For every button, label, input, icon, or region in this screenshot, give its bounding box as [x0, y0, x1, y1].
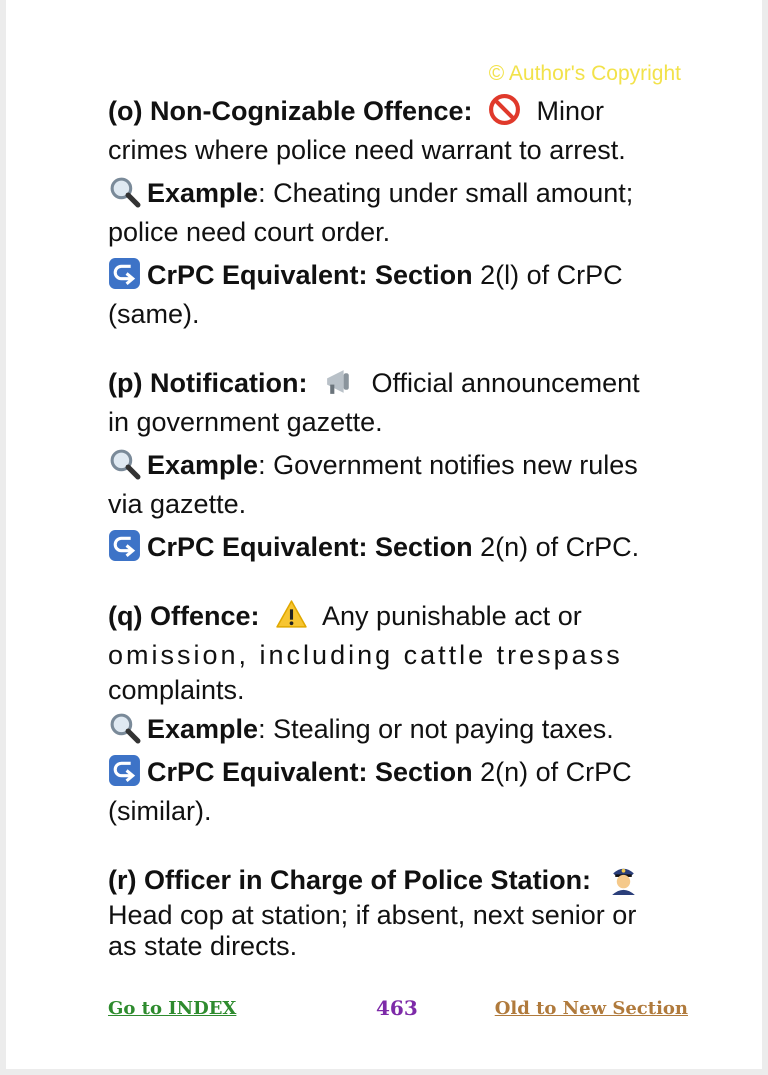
- definition-text-end: complaints.: [108, 675, 245, 705]
- example-label: Example: [147, 450, 259, 480]
- definition-text-continued: in government gazette.: [108, 407, 383, 437]
- document-page: [6, 0, 762, 1069]
- go-to-index-link[interactable]: Go to INDEX: [108, 998, 237, 1019]
- example-text: : Cheating under small amount;: [258, 178, 634, 208]
- copyright-notice: © Author's Copyright: [488, 62, 681, 85]
- magnifying-glass-icon: [108, 447, 141, 480]
- right-arrow-curving-left-icon: [108, 257, 141, 290]
- example-text: : Stealing or not paying taxes.: [258, 714, 614, 744]
- definition-heading: (p) Notification:: [108, 368, 308, 398]
- definition-text: Minor: [536, 96, 605, 126]
- example-line: [108, 446, 688, 524]
- crpc-label: CrPC Equivalent: Section: [147, 260, 473, 290]
- example-label: Example: [147, 714, 259, 744]
- right-arrow-curving-left-icon: [108, 529, 141, 562]
- megaphone-icon: [323, 365, 356, 398]
- definition-entry-q: [108, 597, 688, 831]
- example-label: Example: [147, 178, 259, 208]
- crpc-text: 2(l) of CrPC: [472, 260, 623, 290]
- crpc-text: 2(n) of CrPC: [472, 757, 632, 787]
- definition-text-continued: as state directs.: [108, 931, 298, 961]
- definition-heading: (r) Officer in Charge of Police Station:: [108, 865, 592, 895]
- definition-text: Head cop at station; if absent, next senior or: [108, 900, 637, 930]
- warning-icon: [275, 598, 308, 631]
- example-text-continued: via gazette.: [108, 489, 247, 519]
- prohibited-icon: [488, 93, 521, 126]
- definition-heading: (o) Non-Cognizable Offence:: [108, 96, 473, 126]
- crpc-line: [108, 528, 688, 567]
- crpc-line: [108, 753, 688, 831]
- example-line: [108, 710, 688, 749]
- definition-heading: (q) Offence:: [108, 601, 260, 631]
- definition-text-continued: crimes where police need warrant to arrest.: [108, 135, 626, 165]
- definitions-content: [108, 92, 688, 962]
- definition-entry-p: [108, 364, 688, 567]
- definition-line: [108, 861, 688, 900]
- crpc-line: [108, 256, 688, 334]
- definition-line: [108, 92, 688, 170]
- crpc-text-continued: (same).: [108, 299, 200, 329]
- page-footer: [108, 996, 688, 1020]
- crpc-text-continued: (similar).: [108, 796, 212, 826]
- police-officer-icon: [607, 862, 640, 895]
- right-arrow-curving-left-icon: [108, 754, 141, 787]
- example-text: : Government notifies new rules: [258, 450, 638, 480]
- crpc-label: CrPC Equivalent: Section: [147, 757, 473, 787]
- example-text-continued: police need court order.: [108, 217, 391, 247]
- example-line: [108, 174, 688, 252]
- definition-line: [108, 364, 688, 442]
- definition-entry-r: [108, 861, 688, 962]
- definition-text-continued: omission, including cattle trespass: [108, 640, 623, 670]
- old-to-new-section-link[interactable]: Old to New Section: [494, 998, 688, 1019]
- definition-text: Any punishable act or: [322, 601, 582, 631]
- crpc-label: CrPC Equivalent: Section: [147, 532, 473, 562]
- definition-entry-o: [108, 92, 688, 334]
- definition-line: [108, 597, 688, 636]
- definition-text: Official announcement: [371, 368, 640, 398]
- magnifying-glass-icon: [108, 711, 141, 744]
- crpc-text: 2(n) of CrPC.: [472, 532, 640, 562]
- page-number: 463: [376, 996, 418, 1020]
- magnifying-glass-icon: [108, 175, 141, 208]
